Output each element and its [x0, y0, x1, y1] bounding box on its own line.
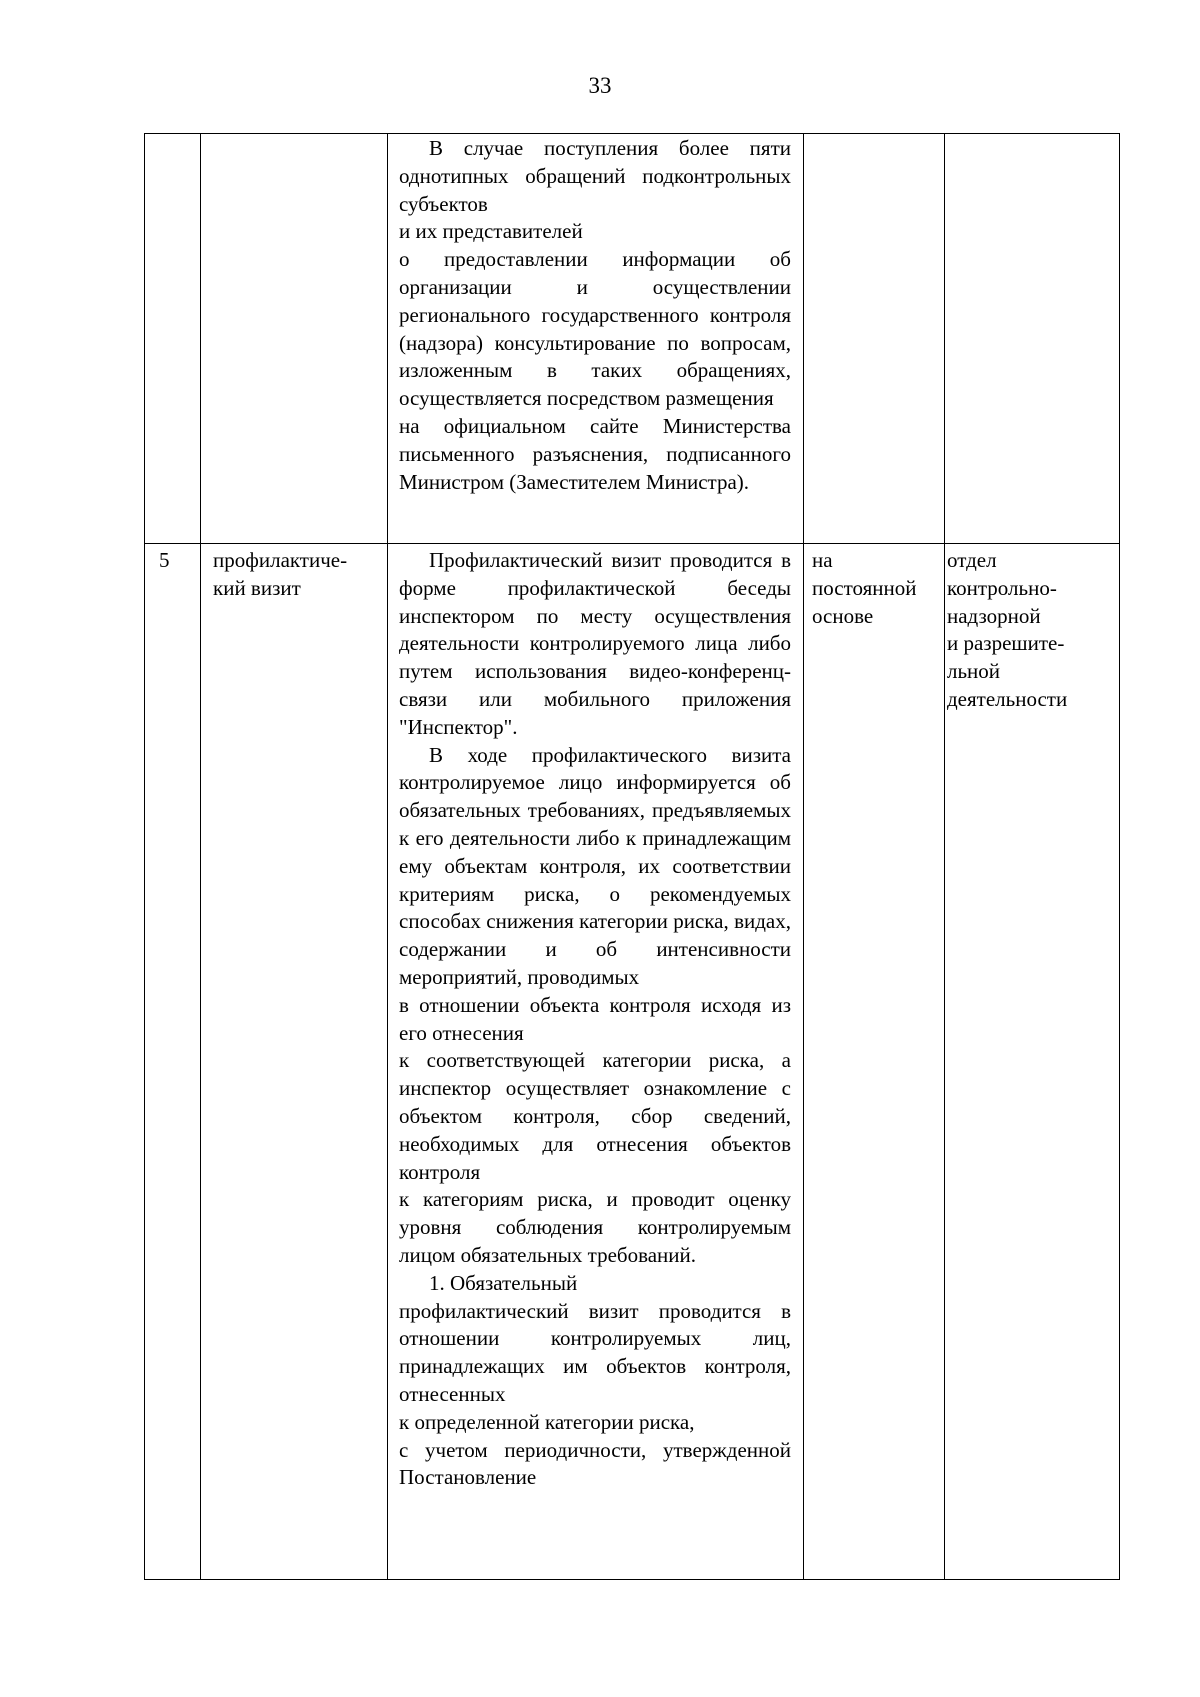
activity-name-cell	[201, 134, 388, 544]
department-cell	[945, 134, 1120, 544]
activity-name: профилактиче- кий визит	[213, 548, 348, 600]
department-text: отдел контрольно- надзорной и разрешите- льной деятельности	[947, 548, 1068, 711]
period-text: на постоянной основе	[812, 548, 917, 628]
description-cell	[388, 544, 804, 1580]
page-number: 33	[588, 73, 612, 98]
description-cell	[388, 134, 804, 544]
description-paragraph: В случае поступления более пяти однотипных обращений подконтрольных субъектов и их представителей о предоставлении информации об организации и осуществлении регионального государственного контроля (надзора) консультирование по вопросам, изложенным в таких обращениях, осуществляется посредством размещения на официальном сайте Министерства письменного разъяснения, подписанного Министром (Заместителем Министра).	[399, 136, 791, 494]
table-row	[145, 544, 1120, 1580]
document-table	[144, 133, 1120, 1580]
period-cell	[804, 134, 945, 544]
description-paragraph: В ходе профилактического визита контролируемое лицо информируется об обязательных требованиях, предъявляемых к его деятельности либо к принадлежащим ему объектам контроля, их соответствии критериям риска, о рекомендуемых способах снижения категории риска, видах, содержании и об интенсивности мероприятий, проводимых в отношении объекта контроля исходя из его отнесения к соответствующей категории риска, а инспектор осуществляет ознакомление с объектом контроля, сбор сведений, необходимых для отнесения объектов контроля к категориям риска, и проводит оценку уровня соблюдения контролируемым лицом обязательных требований.	[399, 742, 791, 1267]
description-paragraph: Профилактический визит проводится в форме профилактической беседы инспектором по месту осуществления деятельности контролируемого лица либо путем использования видео-конференц-связи или мобильного приложения "Инспектор".	[399, 548, 791, 739]
activity-name-cell	[201, 544, 388, 1580]
period-cell	[804, 544, 945, 1580]
department-cell	[945, 544, 1120, 1580]
row-number-cell: 5	[145, 544, 201, 1580]
row-number-cell	[145, 134, 201, 544]
description-paragraph: 1. Обязательный профилактический визит проводится в отношении контролируемых лиц, принадлежащих им объектов контроля, отнесенных к определенной категории риска, с учетом периодичности, утвержденной Постановление	[399, 1270, 791, 1490]
table-row	[145, 134, 1120, 544]
